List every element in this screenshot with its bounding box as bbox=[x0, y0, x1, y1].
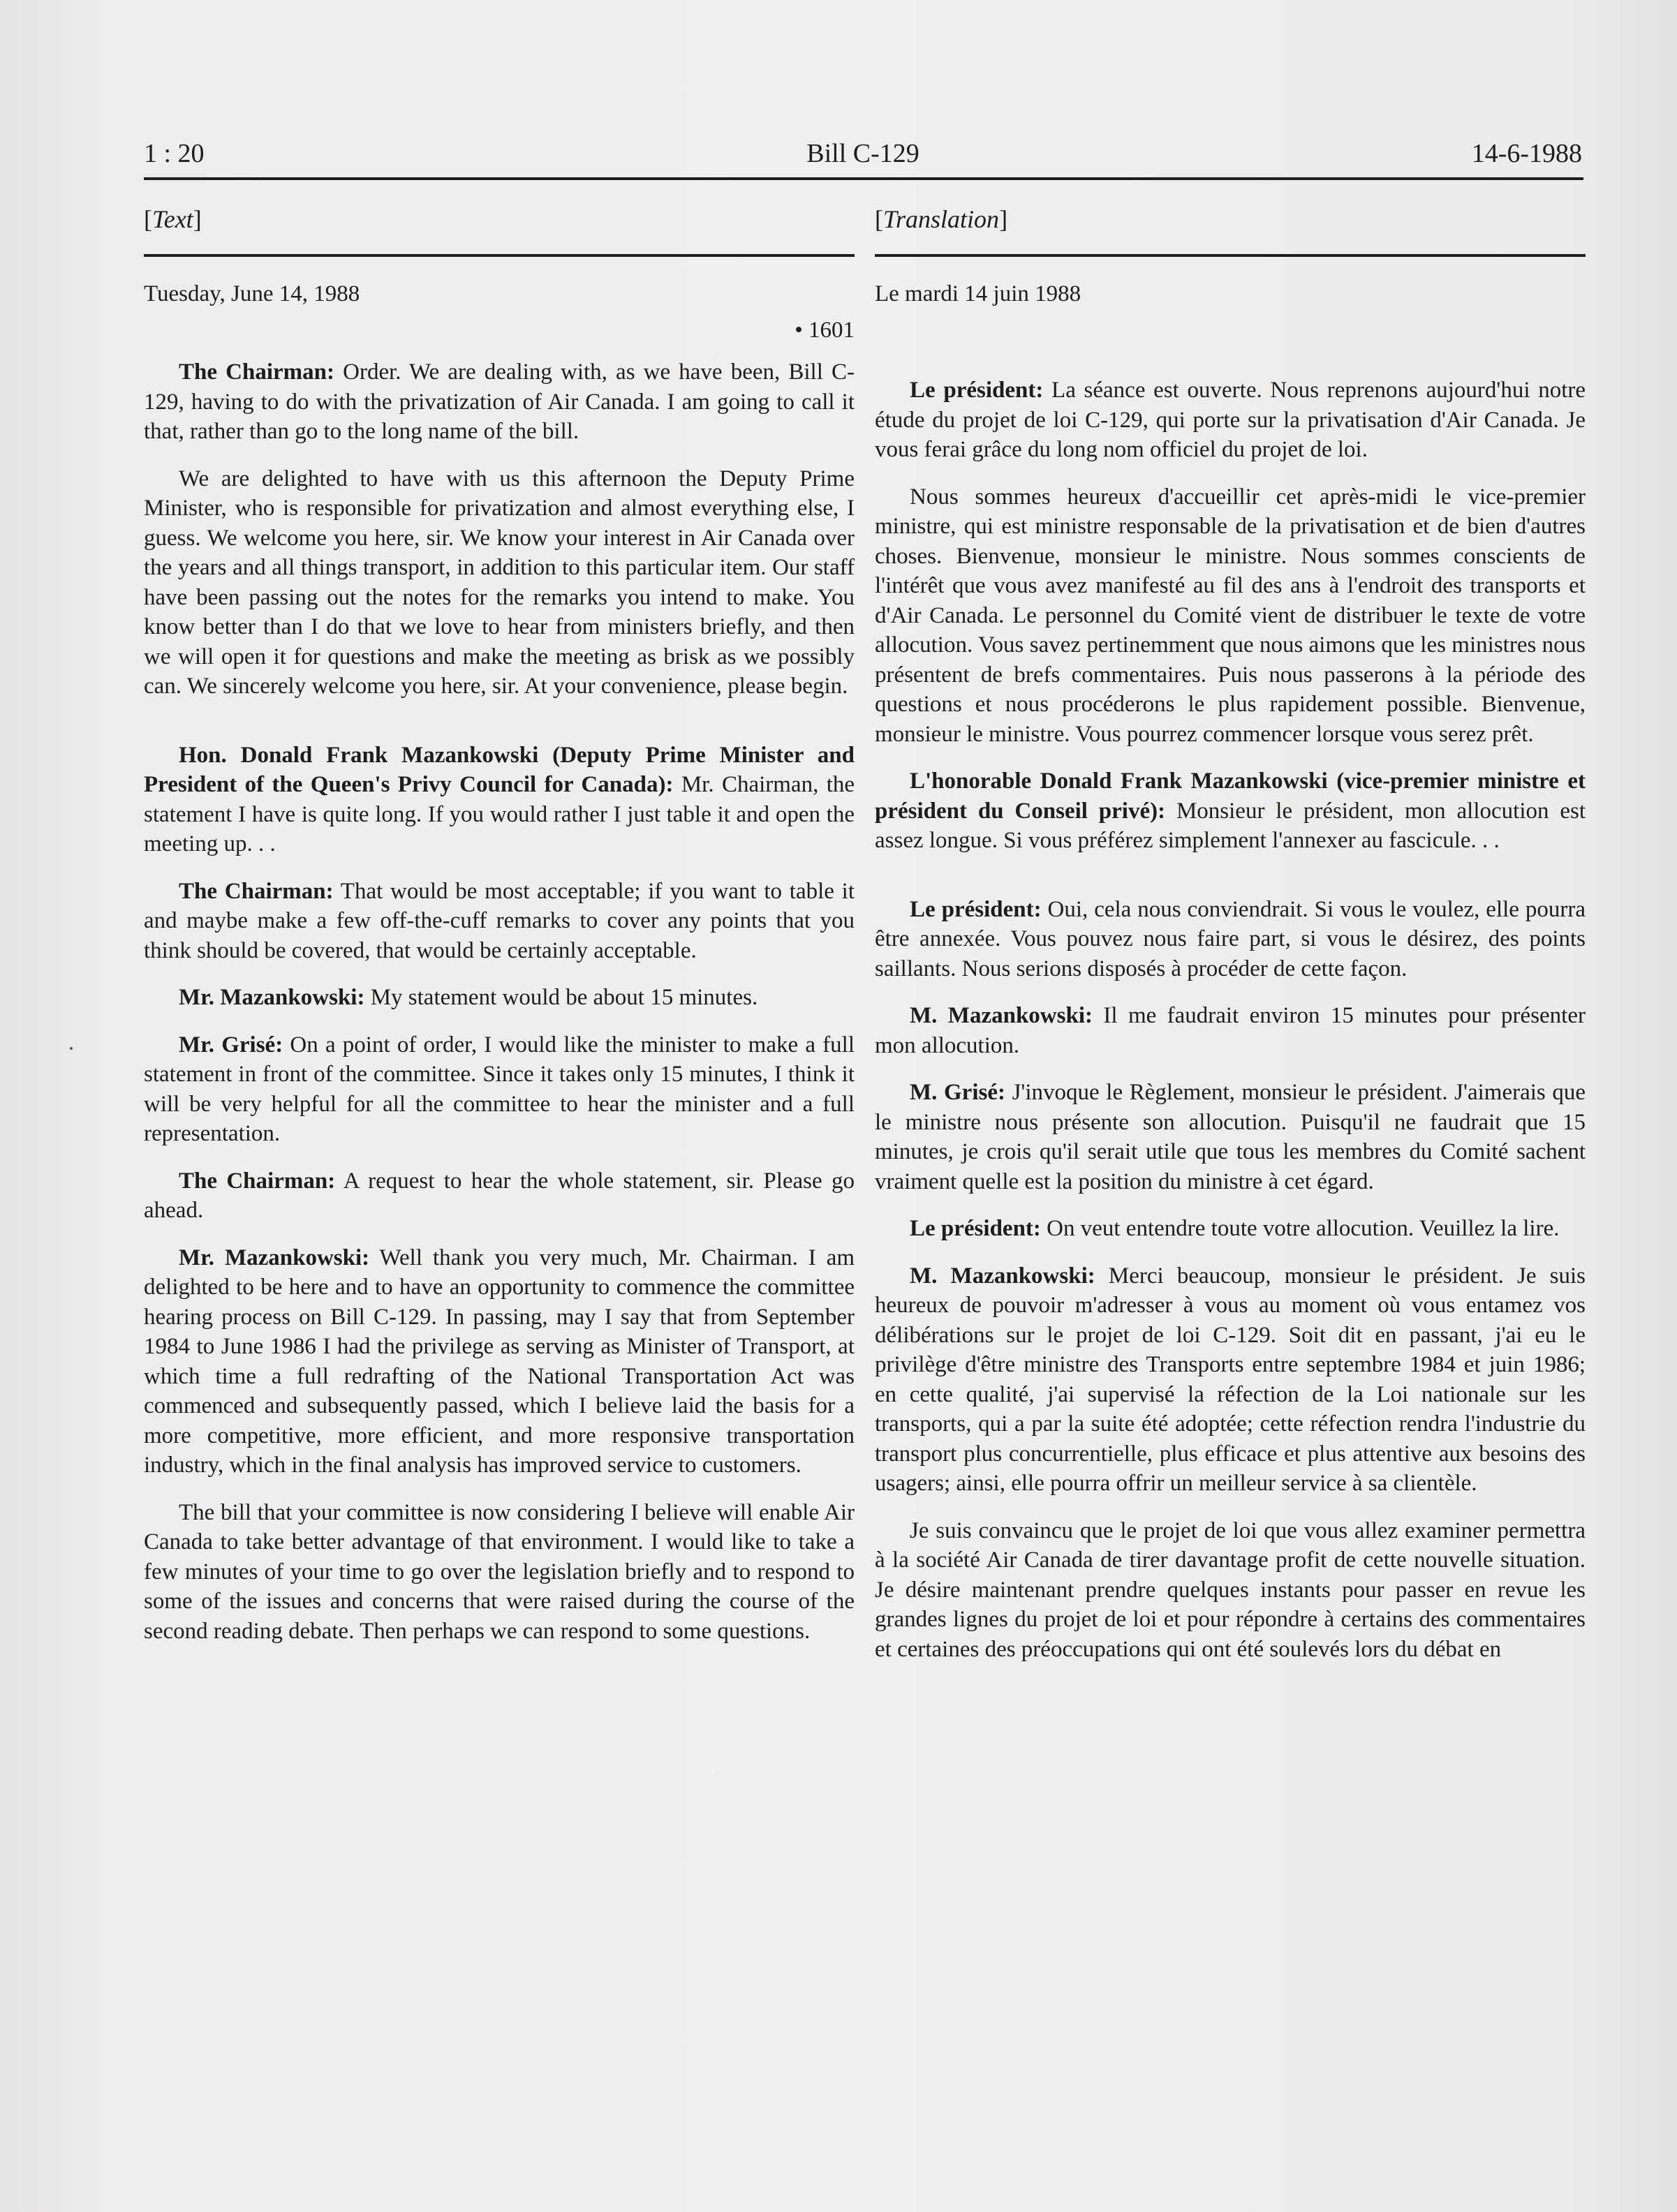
speaker: M. Grisé: bbox=[910, 1080, 1005, 1105]
timestamp: • 1601 bbox=[795, 318, 855, 343]
speaker: Mr. Grisé: bbox=[179, 1032, 283, 1057]
paragraph: Je suis convaincu que le projet de loi que vous allez examiner permettra à la société Air Canada de tirer davantage profit de cette nouvelle situation. Je désire maintenant prendre quelques instants pour passer en revue les grandes lignes du projet de loi et pour répondre à certains des commentaires et certaines des préoccupations qui ont été soulevés lors du débat en bbox=[875, 1517, 1586, 1662]
french-column bbox=[875, 201, 1586, 1664]
paragraph: Mr. Mazankowski: Well thank you very much, Mr. Chairman. I am delighted to be here and to have an opportunity to commence the committee hearing process on Bill C-129. In passing, may I say that from September 1984 to June 1986 I had the privilege as serving as Minister of Transport, at which time a full redrafting of the National Transportation Act was commenced and subsequently passed, which I believe laid the basis for a more competitive, more efficient, and more responsive transportation industry, which in the final analysis has improved service to customers. bbox=[144, 1245, 855, 1478]
paragraph: Mr. Grisé: On a point of order, I would like the minister to make a full statement in front of the committee. Since it takes only 15 minutes, I think it will be very helpful for all the committee to hear the minister and a full representation. bbox=[144, 1032, 855, 1146]
header-date: 14-6-1988 bbox=[1471, 139, 1582, 168]
column-rule bbox=[144, 254, 855, 257]
paragraph: Le président: Oui, cela nous conviendrait. Si vous le voulez, elle pourra être annexée. Vous pouvez nous faire part, si vous le désirez, des points saillants. Nous serions disposés à procéder de cette façon. bbox=[875, 896, 1586, 981]
column-rule bbox=[875, 254, 1586, 257]
header-rule bbox=[144, 177, 1583, 180]
page-header bbox=[144, 138, 1582, 177]
speaker: M. Mazankowski: bbox=[910, 1003, 1093, 1028]
speaker: The Chairman: bbox=[179, 1168, 336, 1194]
speaker: The Chairman: bbox=[179, 878, 334, 904]
paragraph: M. Mazankowski: Il me faudrait environ 15 minutes pour présenter mon allocution. bbox=[875, 1003, 1586, 1058]
date-line: Tuesday, June 14, 1988 bbox=[144, 281, 360, 306]
speaker: L'honorable Donald Frank Mazankowski (vice-premier ministre et président du Conseil privé): bbox=[875, 769, 1586, 824]
speaker: Mr. Mazankowski: bbox=[179, 985, 365, 1010]
speaker: Le président: bbox=[910, 896, 1042, 922]
english-column bbox=[144, 201, 855, 1646]
speaker: Mr. Mazankowski: bbox=[179, 1245, 370, 1270]
paragraph: We are delighted to have with us this afternoon the Deputy Prime Minister, who is responsible for privatization and almost everything else, I guess. We welcome you here, sir. We know your interest in Air Canada over the years and all things transport, in addition to this particular item. Our staff have been passing out the notes for the remarks you intend to make. You know better than I do that we love to hear from ministers briefly, and then we will open it for questions and make the meeting as brisk as we possibly can. We sincerely welcome you here, sir. At your convenience, please begin. bbox=[144, 466, 855, 699]
date-line: Le mardi 14 juin 1988 bbox=[875, 281, 1081, 306]
speaker: The Chairman: bbox=[179, 359, 334, 385]
bill-title: Bill C-129 bbox=[806, 139, 919, 168]
page-number: 1 : 20 bbox=[144, 139, 205, 168]
translation-tag: [Translation] bbox=[875, 205, 1008, 233]
paragraph: The bill that your committee is now considering I believe will enable Air Canada to take better advantage of that environment. I would like to take a few minutes of your time to go over the legislation briefly and to respond to some of the issues and concerns that were raised during the course of the second reading debate. Then perhaps we can respond to some questions. bbox=[144, 1499, 855, 1644]
paragraph: Le président: On veut entendre toute votre allocution. Veuillez la lire. bbox=[910, 1216, 1560, 1241]
speaker: M. Mazankowski: bbox=[910, 1263, 1095, 1289]
text-tag: [Text] bbox=[144, 205, 202, 233]
speaker: Hon. Donald Frank Mazankowski (Deputy Prime Minister and President of the Queen's Privy Council for Canada): bbox=[144, 742, 855, 797]
paragraph: The Chairman: A request to hear the whole statement, sir. Please go ahead. bbox=[144, 1168, 855, 1223]
speaker: Le président: bbox=[910, 1216, 1041, 1241]
paragraph: Nous sommes heureux d'accueillir cet après-midi le vice-premier ministre, qui est ministre responsable de la privatisation et de bien d'autres choses. Bienvenue, monsieur le ministre. Nous sommes conscients de l'intérêt que vous avez manifesté au fil des ans à l'endroit des transports et d'Air Canada. Le personnel du Comité vient de distribuer le texte de votre allocution. Vous savez pertinemment que nous aimons que les ministres nous présentent de brefs commentaires. Puis nous passerons à la période des questions et nous procéderons le plus rapidement possible. Bienvenue, monsieur le ministre. Vous pourrez commencer lorsque vous serez prêt. bbox=[875, 484, 1586, 747]
speaker: Le président: bbox=[910, 378, 1044, 403]
paragraph: M. Mazankowski: Merci beaucoup, monsieur le président. Je suis heureux de pouvoir m'adresser à vous au moment où vous entamez vos délibérations sur le projet de loi C-129. Soit dit en passant, j'ai eu le privilège d'être ministre des Transports entre septembre 1984 et juin 1986; en cette qualité, j'ai supervisé la réfection de la Loi nationale sur les transports, qui a par la suite été adoptée; cette réfection rendra l'industrie du transport plus concurrentielle, plus efficace et plus attentive aux besoins des usagers; ainsi, elle pourra offrir un meilleur service à sa clientèle. bbox=[875, 1263, 1586, 1496]
paragraph: Mr. Mazankowski: My statement would be about 15 minutes. bbox=[179, 985, 758, 1010]
paragraph: Le président: La séance est ouverte. Nous reprenons aujourd'hui notre étude du projet de loi C-129, qui porte sur la privatisation d'Air Canada. Je vous ferai grâce du long nom officiel du projet de loi. bbox=[875, 378, 1586, 462]
margin-mark bbox=[70, 1047, 73, 1050]
paragraph: Hon. Donald Frank Mazankowski (Deputy Prime Minister and President of the Queen's Privy Council for Canada): Mr. Chairman, the statement I have is quite long. If you would rather I just table it and open the meeting up. . . bbox=[144, 742, 855, 856]
paragraph: M. Grisé: J'invoque le Règlement, monsieur le président. J'aimerais que le ministre nous présente son allocution. Puisqu'il ne faudrait que 15 minutes, je crois qu'il serait utile que tous les membres du Comité sachent vraiment quelle est la position du ministre à cet égard. bbox=[875, 1080, 1586, 1194]
paragraph: The Chairman: That would be most acceptable; if you want to table it and maybe make a few off-the-cuff remarks to cover any points that you think should be covered, that would be certainly acceptable. bbox=[144, 878, 855, 963]
paragraph: The Chairman: Order. We are dealing with, as we have been, Bill C-129, having to do with the privatization of Air Canada. I am going to call it that, rather than go to the long name of the bill. bbox=[144, 359, 855, 444]
paragraph: L'honorable Donald Frank Mazankowski (vice-premier ministre et président du Conseil privé): Monsieur le président, mon allocution est assez longue. Si vous préférez simplement l'annexer au fascicule. . . bbox=[875, 769, 1586, 853]
